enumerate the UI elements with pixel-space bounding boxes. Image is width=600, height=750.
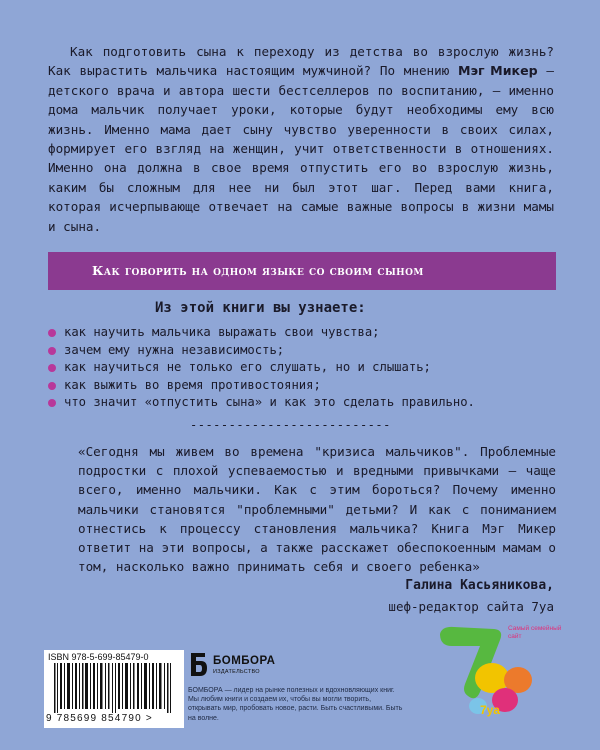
dashed-divider: -------------------------- — [190, 418, 391, 432]
intro-paragraph — [48, 42, 554, 236]
list-item: что значит «отпустить сына» и как это сделать правильно. — [48, 394, 568, 412]
learn-heading: Из этой книги вы узнаете: — [155, 300, 366, 316]
bullet-dot-icon — [48, 347, 56, 355]
barcode-bars-icon — [54, 663, 174, 713]
intro-text-end: — детского врача и автора шести бестселлеров по воспитанию, — именно дома мальчик получает уроки, которые будут необходимы ему всю жизнь. Именно мама дает сыну чувство уверенности в своих силах, формирует его взгляд на женщин, учит ответственности в отношениях. Именно она должна в свое время отпустить его во взрослую жизнь, каким бы сложным для нее ни был этот шаг. Перед вами книга, которая исчерпывающе отвечает на самые важные вопросы в жизни мамы и сына. — [48, 63, 554, 234]
bullet-dot-icon — [48, 329, 56, 337]
publisher-subtitle: ИЗДАТЕЛЬСТВО — [213, 669, 260, 675]
quote-author-role: шеф-редактор сайта 7уа — [388, 599, 554, 614]
bullet-dot-icon — [48, 399, 56, 407]
quote-author: Галина Касьяникова, — [405, 578, 554, 593]
isbn-number: ISBN 978-5-699-85479-0 — [48, 652, 149, 662]
partner-tagline: Самый семейный сайт — [508, 625, 562, 640]
list-item: зачем ему нужна независимость; — [48, 342, 568, 360]
list-item: как научиться не только его слушать, но и слышать; — [48, 359, 568, 377]
list-item: как научить мальчика выражать свои чувства; — [48, 324, 568, 342]
author-name: Мэг Микер — [458, 63, 538, 79]
list-item: как выжить во время противостояния; — [48, 377, 568, 395]
banner-title: Как говорить на одном языке со своим сыном — [92, 263, 424, 278]
review-quote: «Сегодня мы живем во времена "кризиса мальчиков". Проблемные подростки с плохой успеваемостью и вредными привычками — чаще всего, именно мальчики. Как с этим бороться? Почему именно мальчики становятся "проблемными" детьми? И как с пониманием отнестись к процессу становления мальчика? Книга Мэг Микер ответит на эти вопросы, а также расскажет обеспокоенным мамам о том, насколько важно принимать себя и своего ребенка» — [78, 444, 556, 575]
bullet-dot-icon — [48, 364, 56, 372]
bullet-dot-icon — [48, 382, 56, 390]
publisher-description: БОМБОРА — лидер на рынке полезных и вдохновляющих книг. Мы любим книги и создаем их, чтобы вы могли творить, открывать мир, пробовать новое, расти. Быть счастливыми. Быть на волне. — [188, 687, 403, 722]
bombora-logo-icon — [187, 651, 209, 679]
ean-number: 9 785699 854790 > — [46, 713, 153, 724]
intro-text-start: Как подготовить сына к переходу из детства во взрослую жизнь? Как вырастить мальчика настоящим мужчиной? По мнению — [48, 44, 554, 79]
publisher-name: БОМБОРА — [213, 655, 276, 667]
learn-list — [48, 324, 568, 412]
partner-logo-label: 7уа — [480, 703, 500, 717]
barcode — [44, 650, 184, 728]
